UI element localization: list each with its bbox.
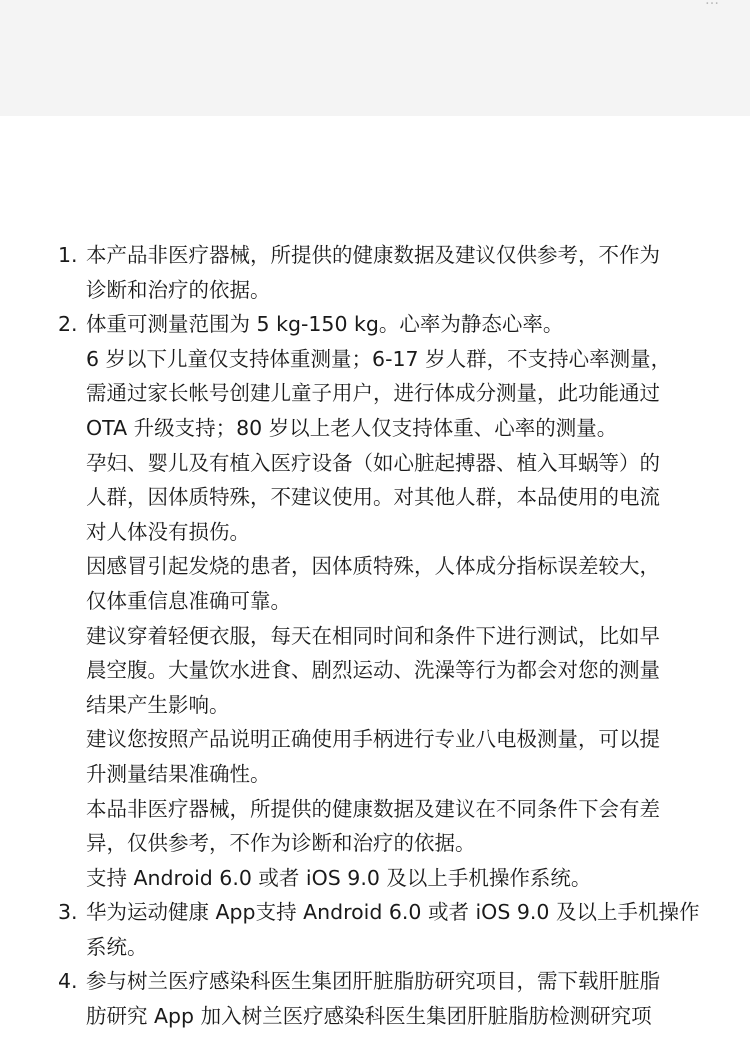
- note-line: 需通过家长帐号创建儿童子用户，进行体成分测量，此功能通过: [86, 381, 660, 406]
- note-item-3: [58, 895, 718, 964]
- note-number-3: 3.: [58, 900, 78, 925]
- note-line: 本品非医疗器械，所提供的健康数据及建议在不同条件下会有差: [86, 796, 660, 821]
- note-line: 诊断和治疗的依据。: [86, 277, 271, 302]
- note-line: 因感冒引起发烧的患者，因体质特殊，人体成分指标误差较大，: [86, 554, 660, 579]
- note-line: 晨空腹。大量饮水进食、剧烈运动、洗澡等行为都会对您的测量: [86, 658, 660, 683]
- note-number-1: 1.: [58, 243, 78, 267]
- note-line: 肪研究 App 加入树兰医疗感染科医生集团肝脏脂肪检测研究项: [86, 1004, 652, 1029]
- note-line: 仅体重信息准确可靠。: [86, 588, 291, 613]
- note-line: OTA 升级支持；80 岁以上老人仅支持体重、心率的测量。: [86, 415, 618, 440]
- note-line: 参与树兰医疗感染科医生集团肝脏脂肪研究项目，需下载肝脏脂: [86, 969, 660, 994]
- note-body-1: [86, 238, 718, 307]
- note-line: 支持 Android 6.0 或者 iOS 9.0 及以上手机操作系统。: [86, 865, 592, 890]
- note-line: 建议您按照产品说明正确使用手柄进行专业八电极测量，可以提: [86, 727, 660, 752]
- note-line: 华为运动健康 App支持 Android 6.0 或者 iOS 9.0 及以上手机操作: [86, 900, 700, 925]
- top-cropped-text: …: [705, 0, 720, 8]
- note-number-4: 4.: [58, 969, 78, 994]
- note-line: 异，仅供参考，不作为诊断和治疗的依据。: [86, 831, 476, 856]
- note-body-2: [86, 307, 718, 895]
- notes-list: [58, 238, 718, 1034]
- note-line: 升测量结果准确性。: [86, 761, 271, 786]
- note-body-4: [86, 964, 718, 1033]
- note-line: 本产品非医疗器械，所提供的健康数据及建议仅供参考，不作为: [86, 243, 660, 267]
- note-item-2: [58, 307, 718, 895]
- note-line: 对人体没有损伤。: [86, 519, 250, 544]
- note-line: 建议穿着轻便衣服，每天在相同时间和条件下进行测试，比如早: [86, 623, 660, 648]
- note-item-1: [58, 238, 718, 307]
- note-line: 体重可测量范围为 5 kg-150 kg。心率为静态心率。: [86, 312, 564, 337]
- note-line: 人群，因体质特殊，不建议使用。对其他人群，本品使用的电流: [86, 485, 660, 510]
- top-gray-band: [0, 0, 750, 116]
- note-line: 结果产生影响。: [86, 692, 230, 717]
- note-item-4: [58, 964, 718, 1033]
- note-line: 孕妇、婴儿及有植入医疗设备（如心脏起搏器、植入耳蜗等）的: [86, 450, 660, 475]
- note-line: 6 岁以下儿童仅支持体重测量；6-17 岁人群，不支持心率测量，: [86, 346, 672, 371]
- note-body-3: [86, 895, 718, 964]
- note-number-2: 2.: [58, 312, 78, 337]
- note-line: 系统。: [86, 934, 148, 959]
